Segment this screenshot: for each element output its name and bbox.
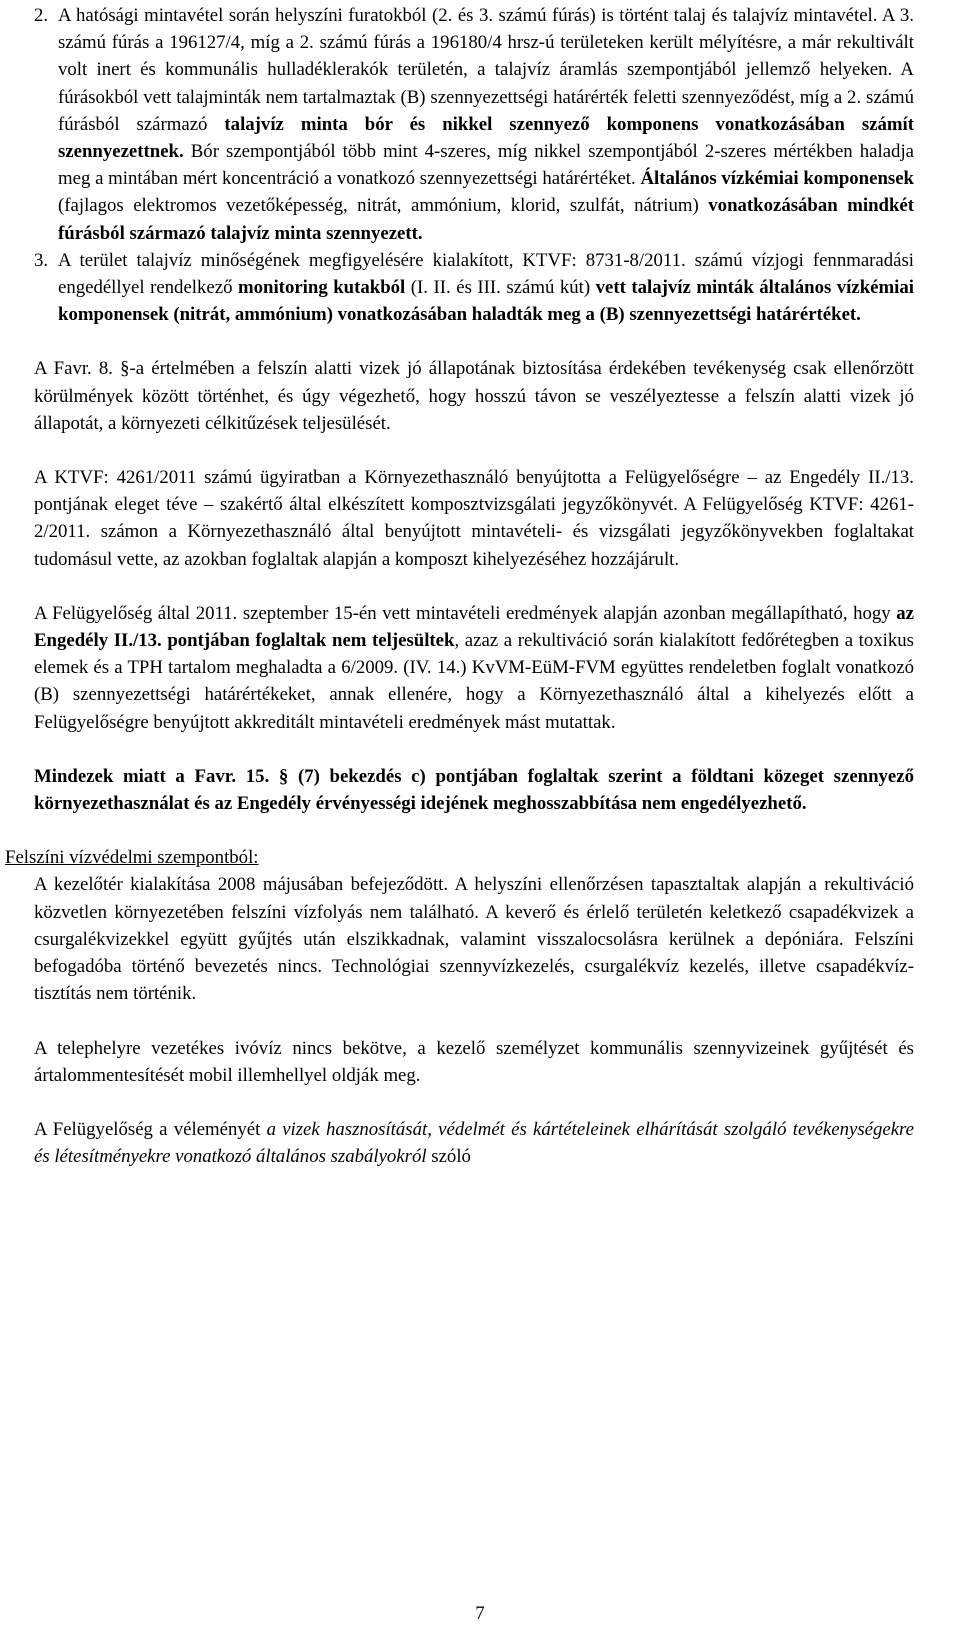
bold-phrase: talajvíz minta bór és nikkel szennyező komponens vonatkozásában számít szennyezettnek. xyxy=(58,113,914,163)
list-number: 2. xyxy=(34,5,49,26)
paragraph-ktvf: A KTVF: 4261/2011 számú ügyiratban a Környezethasználó benyújtotta a Felügyelőségre – az Engedély II./13. pontjának eleget téve – szakértő által elkészített komposztvizsgálati jegyzőkönyvét. A Felügyelőség KTVF: 4261-2/2011. számon a Környezethasználó által benyújtott mintavételi- és vizsgálati jegyzőkönyvekben foglaltakat tudomásul vette, az azokban foglaltak alapján a komposzt kihelyezéséhez hozzájárult. xyxy=(34,467,914,570)
bold-phrase: Általános vízkémiai komponensek xyxy=(640,168,914,190)
bold-phrase: az Engedély II./13. pontjában foglaltak nem teljesültek xyxy=(34,602,914,652)
paragraph-spacer xyxy=(34,1089,914,1116)
paragraph-water: A telephelyre vezetékes ivóvíz nincs bekötve, a kezelő személyzet kommunális szennyvizeinek gyűjtését és ártalommentesítését mobil illemhellyel oldják meg. xyxy=(34,1037,914,1086)
paragraph-spacer xyxy=(34,817,914,844)
paragraph-surface: A kezelőtér kialakítása 2008 májusában befejeződött. A helyszíni ellenőrzésen tapasztaltak alapján a rekultiváció közvetlen környezetében felszíni vízfolyás nem található. A keverő és érlelő területén keletkező csapadékvizek a csurgalékvizekkel együtt gyűjtés után elszikkadnak, valamint visszalocsolásra kerülnek a depóniára. Felszíni befogadóba történő bevezetés nincs. Technológiai szennyvízkezelés, csurgalékvíz kezelés, illetve csapadékvíz-tisztítás nem történik. xyxy=(34,874,914,1005)
bold-phrase: monitoring kutakból xyxy=(237,277,406,299)
bold-phrase: vett talajvíz minták általános vízkémiai komponensek (nitrát, ammónium) vonatkozásában haladták meg a (B) szennyezettségi határértéket. xyxy=(58,277,914,326)
paragraph-conclusion: Mindezek miatt a Favr. 15. § (7) bekezdés c) pontjában foglaltak szerint a földtani közeget szennyező környezethasználat és az Engedély érvényességi idejének meghosszabbítása nem engedélyezhető. xyxy=(34,765,914,815)
paragraph-spacer xyxy=(34,736,914,763)
list-number: 3. xyxy=(34,249,49,271)
bold-phrase: vonatkozásában mindkét fúrásból származó talajvíz minta szennyezett. xyxy=(58,195,914,244)
paragraph-favr8: A Favr. 8. §-a értelmében a felszín alatti vizek jó állapotának biztosítása érdekében tevékenység csak ellenőrzött körülmények között történhet, és úgy végezhető, hogy hosszú távon se veszélyeztesse a felszín alatti vizek jó állapotát, a környezeti célkitűzések teljesülését. xyxy=(34,358,914,434)
paragraph-spacer xyxy=(34,573,914,600)
italic-phrase: a vizek hasznosítását, védelmét és kártételeinek elhárítását szolgáló tevékenységekre és létesítményekre vonatkozó általános szabályokról xyxy=(34,1118,915,1168)
paragraph-spacer xyxy=(34,328,914,355)
page-number: 7 xyxy=(475,1603,485,1624)
paragraph-spacer xyxy=(34,437,914,464)
section-heading: Felszíni vízvédelmi szempontból: xyxy=(5,847,259,869)
list-item-text: A hatósági mintavétel során helyszíni furatokból (2. és 3. számú fúrás) is történt talaj és talajvíz mintavétel. A 3. számú fúrás a 196127/4, míg a 2. számú fúrás a 196180/4 hrsz-ú területeken került mélyítésre, a már rekultivált volt inert és kommunális hulladéklerakók területén, a talajvíz áramlás szempontjából jellemző helyeken. A fúrásokból vett talajminták nem tartalmaztak (B) szennyezettségi határérték feletti szennyeződést, míg a 2. számú fúrásból származó talajvíz minta bór és nikkel szennyező komponens vonatkozásában számít szennyezettnek. Bór szempontjából több mint 4-szeres, míg nikkel szempontjából 2-szeres mértékben haladja meg a mintában mért koncentráció a vonatkozó szennyezettségi határértéket. Általános vízkémiai komponensek (fajlagos elektromos vezetőképesség, nitrát, ammónium, klorid, szulfát, nátrium) vonatkozásában mindkét fúrásból származó talajvíz minta szennyezett. xyxy=(58,5,914,244)
list-item-3 xyxy=(34,247,914,329)
list-item-2 xyxy=(34,2,914,247)
paragraph-spacer xyxy=(34,1008,914,1035)
paragraph-opinion: A Felügyelőség a véleményét a vizek hasznosítását, védelmét és kártételeinek elhárítását szolgáló tevékenységekre és létesítményekre vonatkozó általános szabályokról szóló xyxy=(34,1118,915,1168)
list-item-text: A terület talajvíz minőségének megfigyelésére kialakított, KTVF: 8731-8/2011. számú vízjogi fennmaradási engedéllyel rendelkező monitoring kutakból (I. II. és III. számú kút) vett talajvíz minták általános vízkémiai komponensek (nitrát, ammónium) vonatkozásában haladták meg a (B) szennyezettségi határértéket. xyxy=(58,249,914,326)
paragraph-september: A Felügyelőség által 2011. szeptember 15-én vett mintavételi eredmények alapján azonban megállapítható, hogy az Engedély II./13. pontjában foglaltak nem teljesültek, azaz a rekultiváció során kialakított fedőrétegben a toxikus elemek és a TPH tartalom meghaladta a 6/2009. (IV. 14.) KvVM-EüM-FVM együttes rendeletben foglalt vonatkozó (B) szennyezettségi határértékeket, annak ellenére, hogy a Környezethasználó által a kihelyezés előtt a Felügyelőségre benyújtott akkreditált mintavételi eredmények mást mutattak. xyxy=(34,602,914,733)
